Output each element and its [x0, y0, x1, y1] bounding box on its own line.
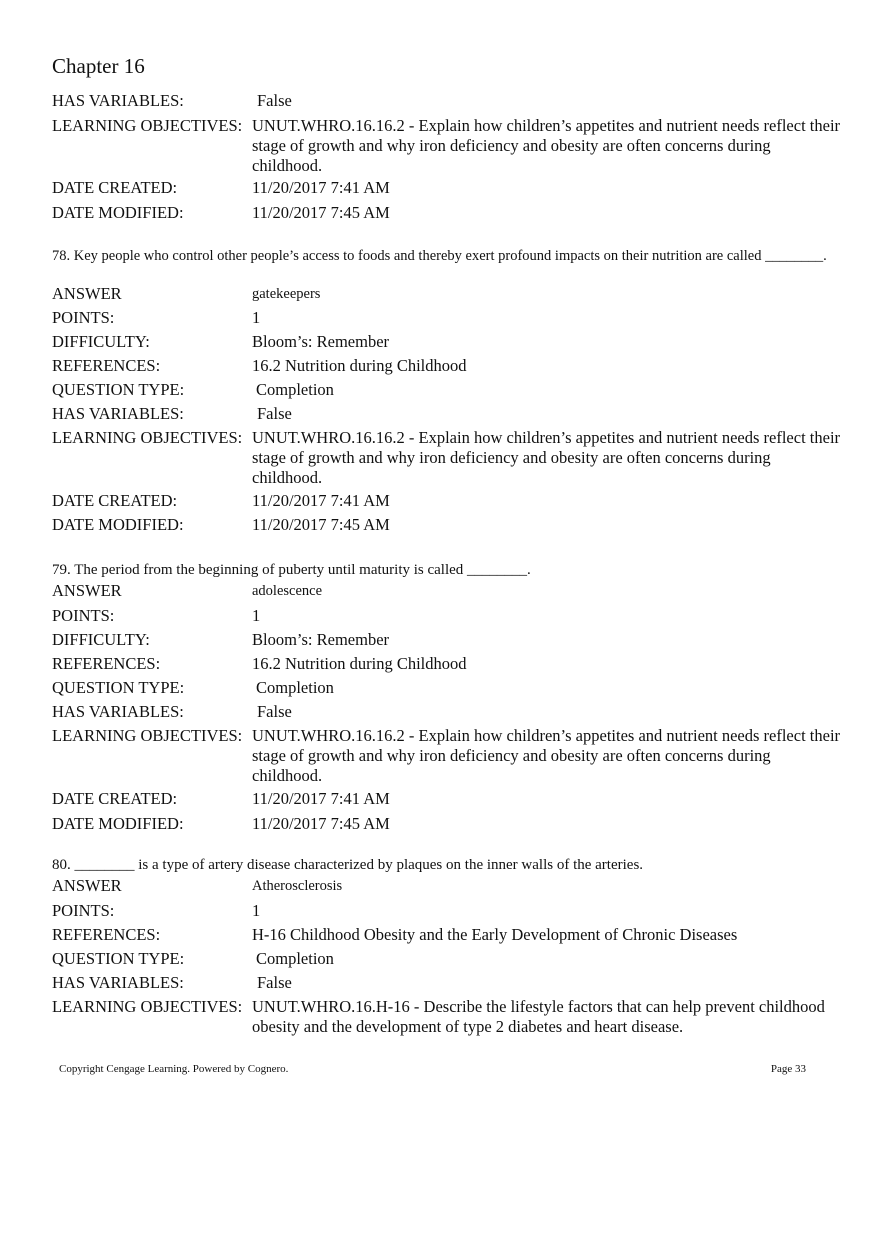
- question-text: 80. ________ is a type of artery disease characterized by plaques on the inner walls of the arteries.: [52, 857, 644, 873]
- has-variables-row: [52, 91, 842, 116]
- date-created-row: [52, 178, 842, 203]
- learning-objectives-row: [52, 116, 842, 178]
- points-label: POINTS:: [52, 308, 115, 327]
- answer-label: ANSWER: [52, 876, 122, 895]
- points-label: POINTS:: [52, 901, 115, 920]
- has-variables-value: False: [257, 973, 292, 992]
- answer-label: ANSWER: [52, 581, 122, 600]
- learning-objectives-label: LEARNING OBJECTIVES:: [52, 428, 243, 447]
- date-modified-label: DATE MODIFIED:: [52, 814, 184, 833]
- date-modified-label: DATE MODIFIED:: [52, 515, 184, 534]
- points-value: 1: [252, 308, 261, 327]
- question-type-row: [52, 949, 842, 973]
- learning-objectives-label: LEARNING OBJECTIVES:: [52, 116, 243, 135]
- date-created-row: [52, 789, 842, 814]
- has-variables-value: False: [257, 91, 292, 110]
- answer-label: ANSWER: [52, 284, 122, 303]
- answer-value: Atherosclerosis: [252, 878, 343, 894]
- has-variables-row: [52, 702, 842, 726]
- points-value: 1: [252, 901, 261, 920]
- date-modified-value: 11/20/2017 7:45 AM: [252, 203, 390, 222]
- learning-objectives-label: LEARNING OBJECTIVES:: [52, 726, 243, 745]
- answer-row: [52, 876, 842, 901]
- question-text: 79. The period from the beginning of puberty until maturity is called ________.: [52, 562, 531, 578]
- learning-objectives-value: UNUT.WHRO.16.H-16 - Describe the lifestyle factors that can help prevent childhood obesity and the development of type 2 diabetes and heart disease.: [252, 997, 825, 1036]
- references-row: [52, 925, 842, 949]
- references-value: 16.2 Nutrition during Childhood: [252, 654, 467, 673]
- date-created-row: [52, 491, 842, 515]
- date-modified-row: [52, 515, 842, 539]
- references-row: [52, 356, 842, 380]
- points-value: 1: [252, 606, 261, 625]
- has-variables-label: HAS VARIABLES:: [52, 973, 184, 992]
- question-type-label: QUESTION TYPE:: [52, 949, 185, 968]
- references-value: 16.2 Nutrition during Childhood: [252, 356, 467, 375]
- learning-objectives-row: [52, 997, 842, 1039]
- answer-value: gatekeepers: [252, 286, 321, 302]
- references-label: REFERENCES:: [52, 925, 161, 944]
- footer-copyright: Copyright Cengage Learning. Powered by Cognero.: [59, 1063, 289, 1075]
- question-type-value: Completion: [256, 949, 334, 968]
- difficulty-row: [52, 332, 842, 356]
- question-type-row: [52, 380, 842, 404]
- difficulty-value: Bloom’s: Remember: [252, 630, 390, 649]
- has-variables-label: HAS VARIABLES:: [52, 702, 184, 721]
- date-created-label: DATE CREATED:: [52, 789, 178, 808]
- question-79: [52, 562, 842, 838]
- has-variables-value: False: [257, 404, 292, 423]
- has-variables-row: [52, 973, 842, 997]
- date-modified-label: DATE MODIFIED:: [52, 203, 184, 222]
- answer-row: [52, 284, 842, 308]
- date-created-label: DATE CREATED:: [52, 491, 178, 510]
- difficulty-row: [52, 630, 842, 654]
- date-modified-value: 11/20/2017 7:45 AM: [252, 814, 390, 833]
- difficulty-label: DIFFICULTY:: [52, 332, 150, 351]
- references-row: [52, 654, 842, 678]
- question-type-value: Completion: [256, 678, 334, 697]
- question-80: [52, 857, 842, 1039]
- references-label: REFERENCES:: [52, 356, 161, 375]
- has-variables-value: False: [257, 702, 292, 721]
- has-variables-row: [52, 404, 842, 428]
- date-modified-row: [52, 203, 842, 228]
- learning-objectives-label: LEARNING OBJECTIVES:: [52, 997, 243, 1016]
- date-created-value: 11/20/2017 7:41 AM: [252, 491, 390, 510]
- question-text: 78. Key people who control other people’s access to foods and thereby exert profound impacts on their nutrition are called ________.: [52, 248, 827, 264]
- points-label: POINTS:: [52, 606, 115, 625]
- has-variables-label: HAS VARIABLES:: [52, 91, 184, 110]
- learning-objectives-value: UNUT.WHRO.16.16.2 - Explain how children’s appetites and nutrient needs reflect their stage of growth and why iron deficiency and obesity are often concerns during childhood.: [252, 116, 841, 175]
- points-row: [52, 901, 842, 925]
- question-type-label: QUESTION TYPE:: [52, 678, 185, 697]
- points-row: [52, 308, 842, 332]
- has-variables-label: HAS VARIABLES:: [52, 404, 184, 423]
- question-type-label: QUESTION TYPE:: [52, 380, 185, 399]
- question-type-value: Completion: [256, 380, 334, 399]
- footer-page-number: Page 33: [770, 1063, 806, 1075]
- question-78: [52, 248, 842, 539]
- date-modified-row: [52, 814, 842, 838]
- references-value: H-16 Childhood Obesity and the Early Development of Chronic Diseases: [252, 925, 738, 944]
- learning-objectives-value: UNUT.WHRO.16.16.2 - Explain how children’s appetites and nutrient needs reflect their stage of growth and why iron deficiency and obesity are often concerns during childhood.: [252, 428, 841, 487]
- date-created-value: 11/20/2017 7:41 AM: [252, 789, 390, 808]
- difficulty-label: DIFFICULTY:: [52, 630, 150, 649]
- date-created-value: 11/20/2017 7:41 AM: [252, 178, 390, 197]
- chapter-heading: Chapter 16: [52, 54, 145, 78]
- learning-objectives-row: [52, 726, 842, 789]
- references-label: REFERENCES:: [52, 654, 161, 673]
- question-type-row: [52, 678, 842, 702]
- date-modified-value: 11/20/2017 7:45 AM: [252, 515, 390, 534]
- learning-objectives-row: [52, 428, 842, 491]
- learning-objectives-value: UNUT.WHRO.16.16.2 - Explain how children’s appetites and nutrient needs reflect their stage of growth and why iron deficiency and obesity are often concerns during childhood.: [252, 726, 841, 785]
- difficulty-value: Bloom’s: Remember: [252, 332, 390, 351]
- question-77-tail: [52, 91, 842, 228]
- answer-value: adolescence: [252, 583, 323, 599]
- answer-row: [52, 581, 842, 606]
- date-created-label: DATE CREATED:: [52, 178, 178, 197]
- points-row: [52, 606, 842, 630]
